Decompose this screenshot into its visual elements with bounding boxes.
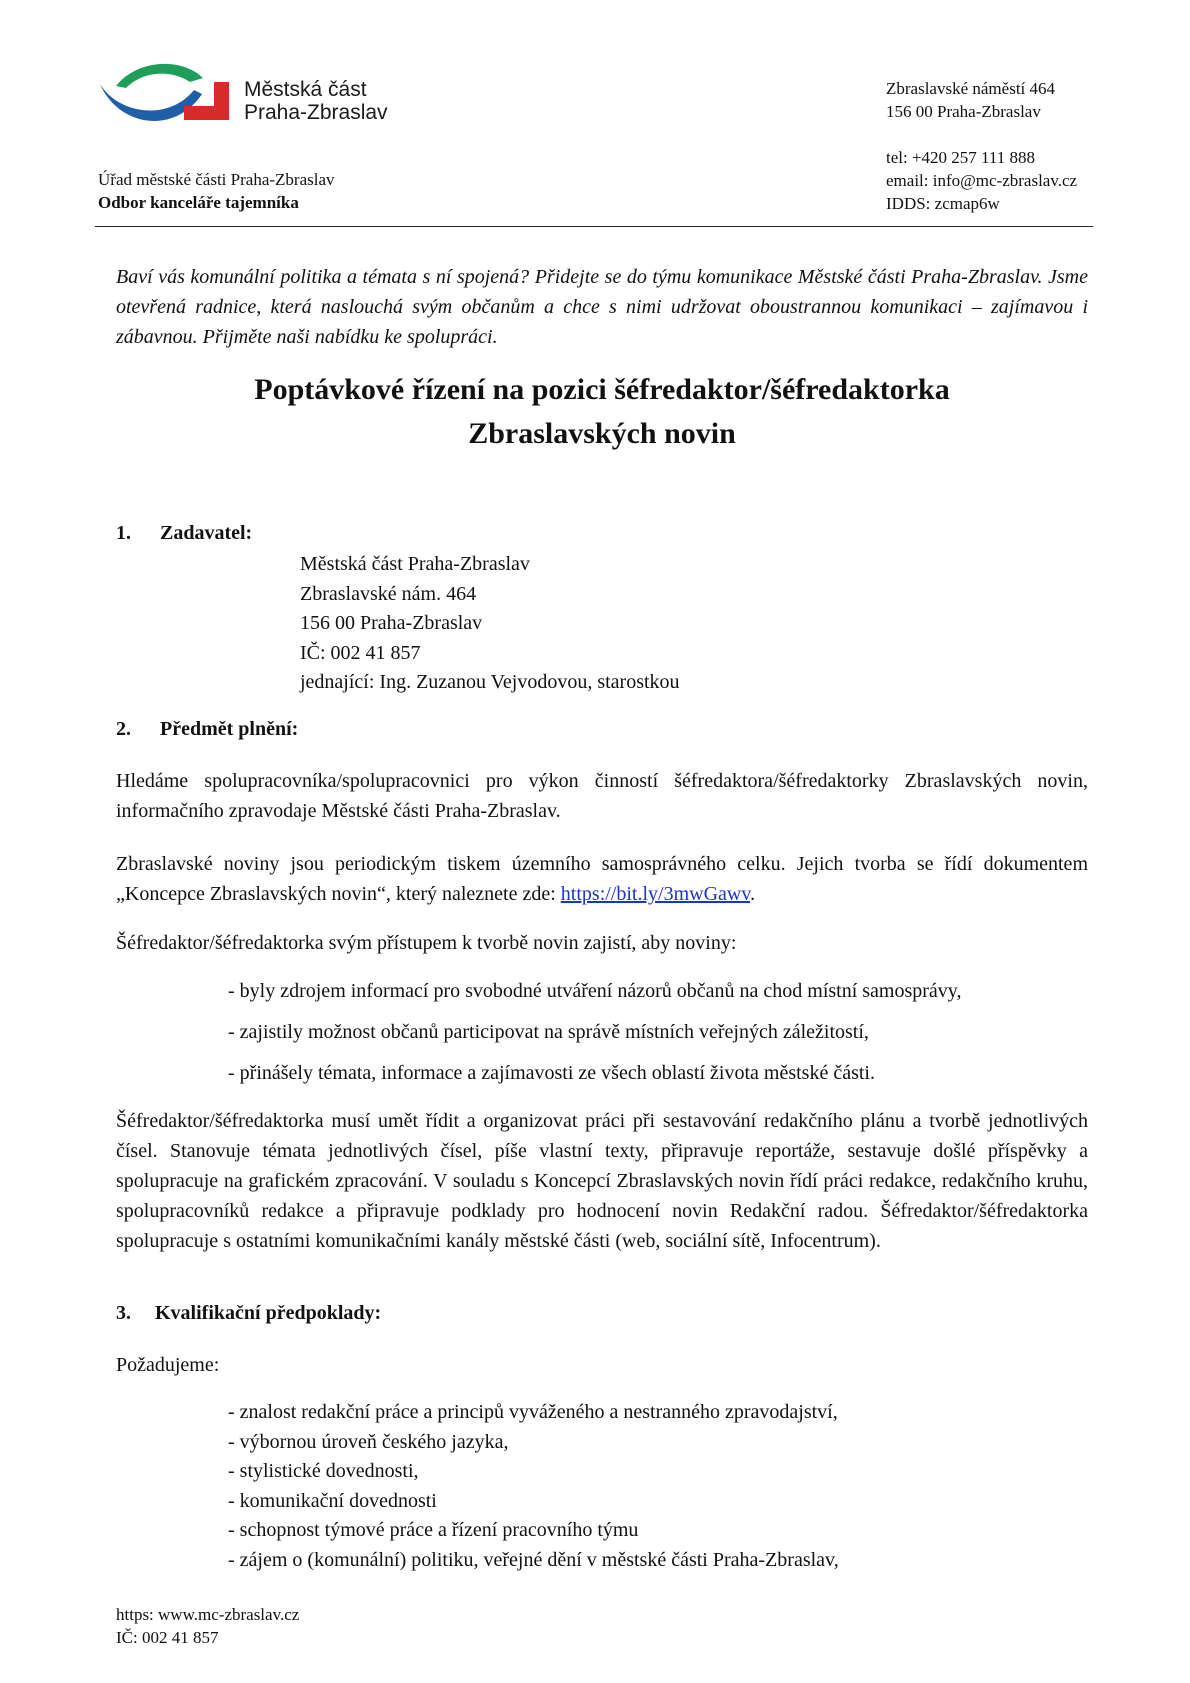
section-1-title: Zadavatel:	[160, 522, 253, 544]
list-item: - výbornou úroveň českého jazyka,	[228, 1430, 509, 1453]
intro-paragraph: Baví vás komunální politika a témata s ní spojená? Přidejte se do týmu komunikace Městské části Praha-Zbraslav. Jsme otevřená radnice, která naslouchá svým občanům a chce s nimi udržovat oboustrannou komunikaci – zajímavou i zábavnou. Přijměte naši nabídku ke spolupráci.	[116, 266, 1088, 348]
section-2-title: Předmět plnění:	[160, 718, 299, 740]
list-item: - stylistické dovednosti,	[228, 1460, 419, 1482]
section-2-number: 2.	[116, 718, 131, 740]
address-line: IČ: 002 41 857	[300, 641, 421, 664]
address-line: 156 00 Praha-Zbraslav	[300, 612, 483, 634]
logo-line-1: Městská část	[244, 78, 367, 101]
title-line-2: Zbraslavských novin	[468, 417, 736, 450]
address-line: Městská část Praha-Zbraslav	[300, 553, 530, 575]
address-line-2: 156 00 Praha-Zbraslav	[886, 102, 1041, 121]
address-line: jednající: Ing. Zuzanou Vejvodovou, starostkou	[300, 671, 680, 693]
title-line-1: Poptávkové řízení na pozici šéfredaktor/šéfredaktorka	[254, 373, 950, 406]
section-2-paragraph-1: Hledáme spolupracovníka/spolupracovnici pro výkon činností šéfredaktora/šéfredaktorky Zbraslavských novin, informačního zpravodaje Městské části Praha-Zbraslav.	[116, 770, 1088, 822]
list-item: - přinášely témata, informace a zajímavosti ze všech oblastí života městské části.	[228, 1062, 875, 1084]
office-name: Úřad městské části Praha-Zbraslav	[98, 170, 335, 189]
address-line-1: Zbraslavské náměstí 464	[886, 79, 1056, 98]
section-2-paragraph-3: Šéfredaktor/šéfredaktorka svým přístupem k tvorbě novin zajistí, aby noviny:	[116, 932, 737, 954]
list-item: - komunikační dovednosti	[228, 1489, 437, 1512]
footer-web: https: www.mc-zbraslav.cz	[116, 1605, 300, 1624]
section-3-heading	[116, 1302, 381, 1325]
office-block	[98, 168, 335, 214]
header-divider	[95, 226, 1093, 227]
page-footer	[116, 1603, 299, 1649]
department-name: Odbor kanceláře tajemníka	[98, 193, 299, 212]
section-1-heading	[116, 522, 252, 545]
koncepce-link[interactable]: https://bit.ly/3mwGawv	[560, 883, 751, 905]
contact-idds: IDDS: zcmap6w	[886, 194, 1000, 213]
contact-spacer	[886, 123, 1077, 146]
list-item: - znalost redakční práce a principů vyváženého a nestranného zpravodajství,	[228, 1401, 838, 1423]
logo-line-2: Praha-Zbraslav	[244, 101, 388, 124]
requirements-intro: Požadujeme:	[116, 1354, 220, 1376]
logo-green-arc	[116, 64, 203, 88]
section-2-paragraph-4: Šéfredaktor/šéfredaktorka musí umět řídit a organizovat práci při sestavování redakčního plánu a tvorbě jednotlivých čísel. Stanovuje témata jednotlivých čísel, píše vlastní texty, připravuje reportáže, sestavuje došlé příspěvky a spolupracuje na grafickém zpracování. V souladu s Koncepcí Zbraslavských novin řídí práci redakce, redakčního kruhu, spolupracovníků redakce a připravuje podklady pro hodnocení novin Redakční radou. Šéfredaktor/šéfredaktorka spolupracuje s ostatními komunikačními kanály městské části (web, sociální sítě, Infocentrum).	[116, 1110, 1088, 1252]
section-2-paragraph-2	[116, 849, 1088, 909]
requirements-list	[228, 1398, 839, 1575]
section-3-number: 3.	[116, 1302, 131, 1324]
contact-block	[886, 77, 1077, 215]
footer-ic: IČ: 002 41 857	[116, 1628, 219, 1647]
contracting-authority-address	[300, 550, 680, 698]
contact-email: email: info@mc-zbraslav.cz	[886, 171, 1078, 190]
document-title	[116, 368, 1088, 456]
list-item: - zájem o (komunální) politiku, veřejné dění v městské části Praha-Zbraslav,	[228, 1548, 839, 1571]
section-1-number: 1.	[116, 522, 131, 544]
logo-text	[244, 78, 388, 124]
list-item: - byly zdrojem informací pro svobodné utváření názorů občanů na chod místní samosprávy,	[228, 980, 962, 1002]
section-3-title: Kvalifikační předpoklady:	[155, 1302, 382, 1324]
list-item: - schopnost týmové práce a řízení pracovního týmu	[228, 1519, 639, 1541]
section-2-heading	[116, 718, 298, 741]
contact-tel: tel: +420 257 111 888	[886, 148, 1036, 167]
section-2-bullet-list	[228, 971, 962, 1094]
paragraph-text: Zbraslavské noviny jsou periodickým tiskem územního samosprávného celku. Jejich tvorba se řídí dokumentem „Koncepce Zbraslavských novin“, který naleznete zde:	[116, 853, 1088, 905]
list-item: - zajistily možnost občanů participovat na správě místních veřejných záležitostí,	[228, 1021, 869, 1043]
paragraph-text: .	[750, 883, 756, 905]
address-line: Zbraslavské nám. 464	[300, 582, 477, 605]
